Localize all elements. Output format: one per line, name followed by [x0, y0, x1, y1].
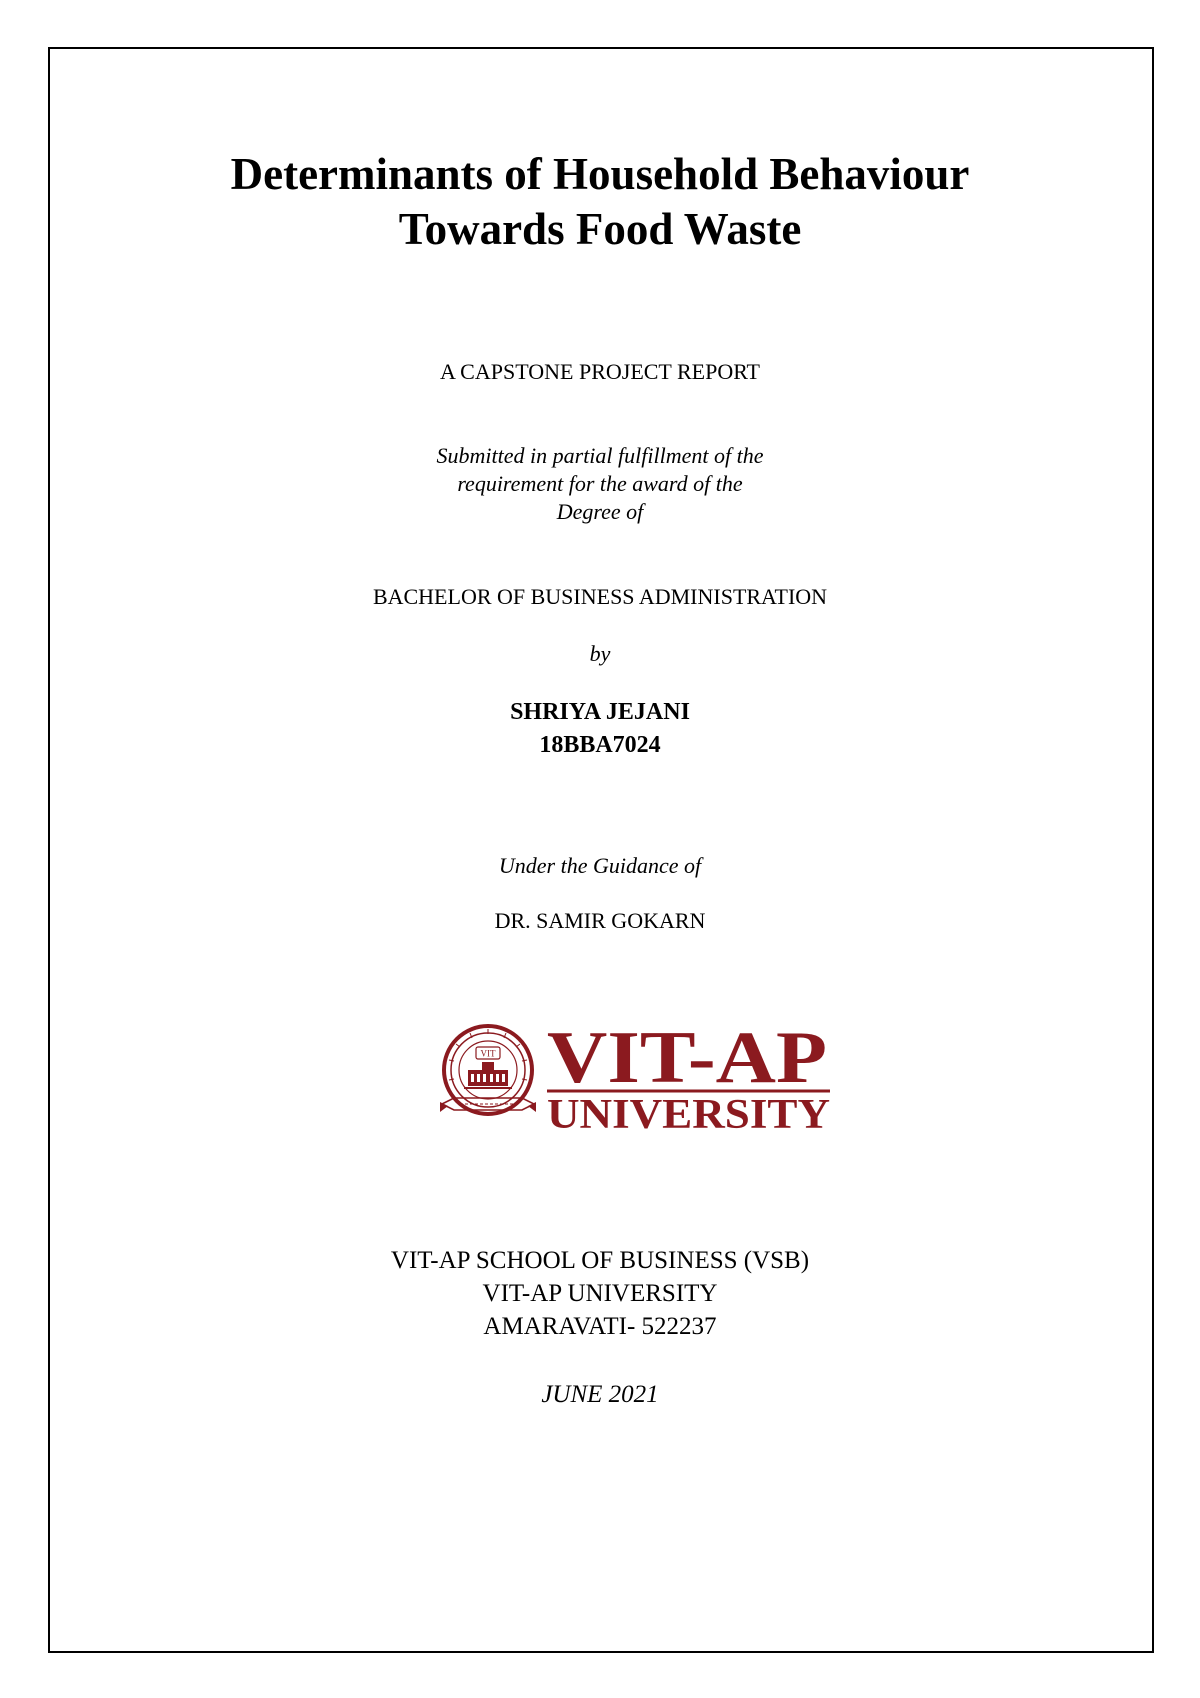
seal-text: VIT — [480, 1048, 496, 1059]
guidance-label: Under the Guidance of — [498, 853, 702, 878]
logo-wordmark-top: VIT-AP — [547, 1020, 827, 1099]
submission-date: JUNE 2021 — [541, 1381, 659, 1408]
location: AMARAVATI- 522237 — [483, 1313, 717, 1340]
school-name: VIT-AP SCHOOL OF BUSINESS (VSB) — [390, 1247, 810, 1274]
report-type: A CAPSTONE PROJECT REPORT — [440, 359, 760, 384]
author-id: 18BBA7024 — [539, 732, 661, 758]
logo-wordmark-bottom: UNIVERSITY — [547, 1092, 830, 1136]
page-border — [48, 47, 1154, 1653]
degree-name: BACHELOR OF BUSINESS ADMINISTRATION — [372, 584, 828, 609]
author-name: SHRIYA JEJANI — [510, 699, 690, 725]
vit-ap-university-logo — [438, 1020, 832, 1136]
guide-name: DR. SAMIR GOKARN — [494, 908, 706, 933]
by-label: by — [589, 641, 611, 666]
submission-line-3: Degree of — [556, 499, 644, 524]
submission-line-2: requirement for the award of the — [457, 471, 743, 496]
title-line-1: Determinants of Household Behaviour — [230, 149, 970, 199]
submission-line-1: Submitted in partial fulfillment of the — [436, 443, 764, 468]
university-seal-icon — [440, 1026, 536, 1114]
title-line-2: Towards Food Waste — [398, 204, 802, 254]
university-name: VIT-AP UNIVERSITY — [482, 1280, 718, 1307]
